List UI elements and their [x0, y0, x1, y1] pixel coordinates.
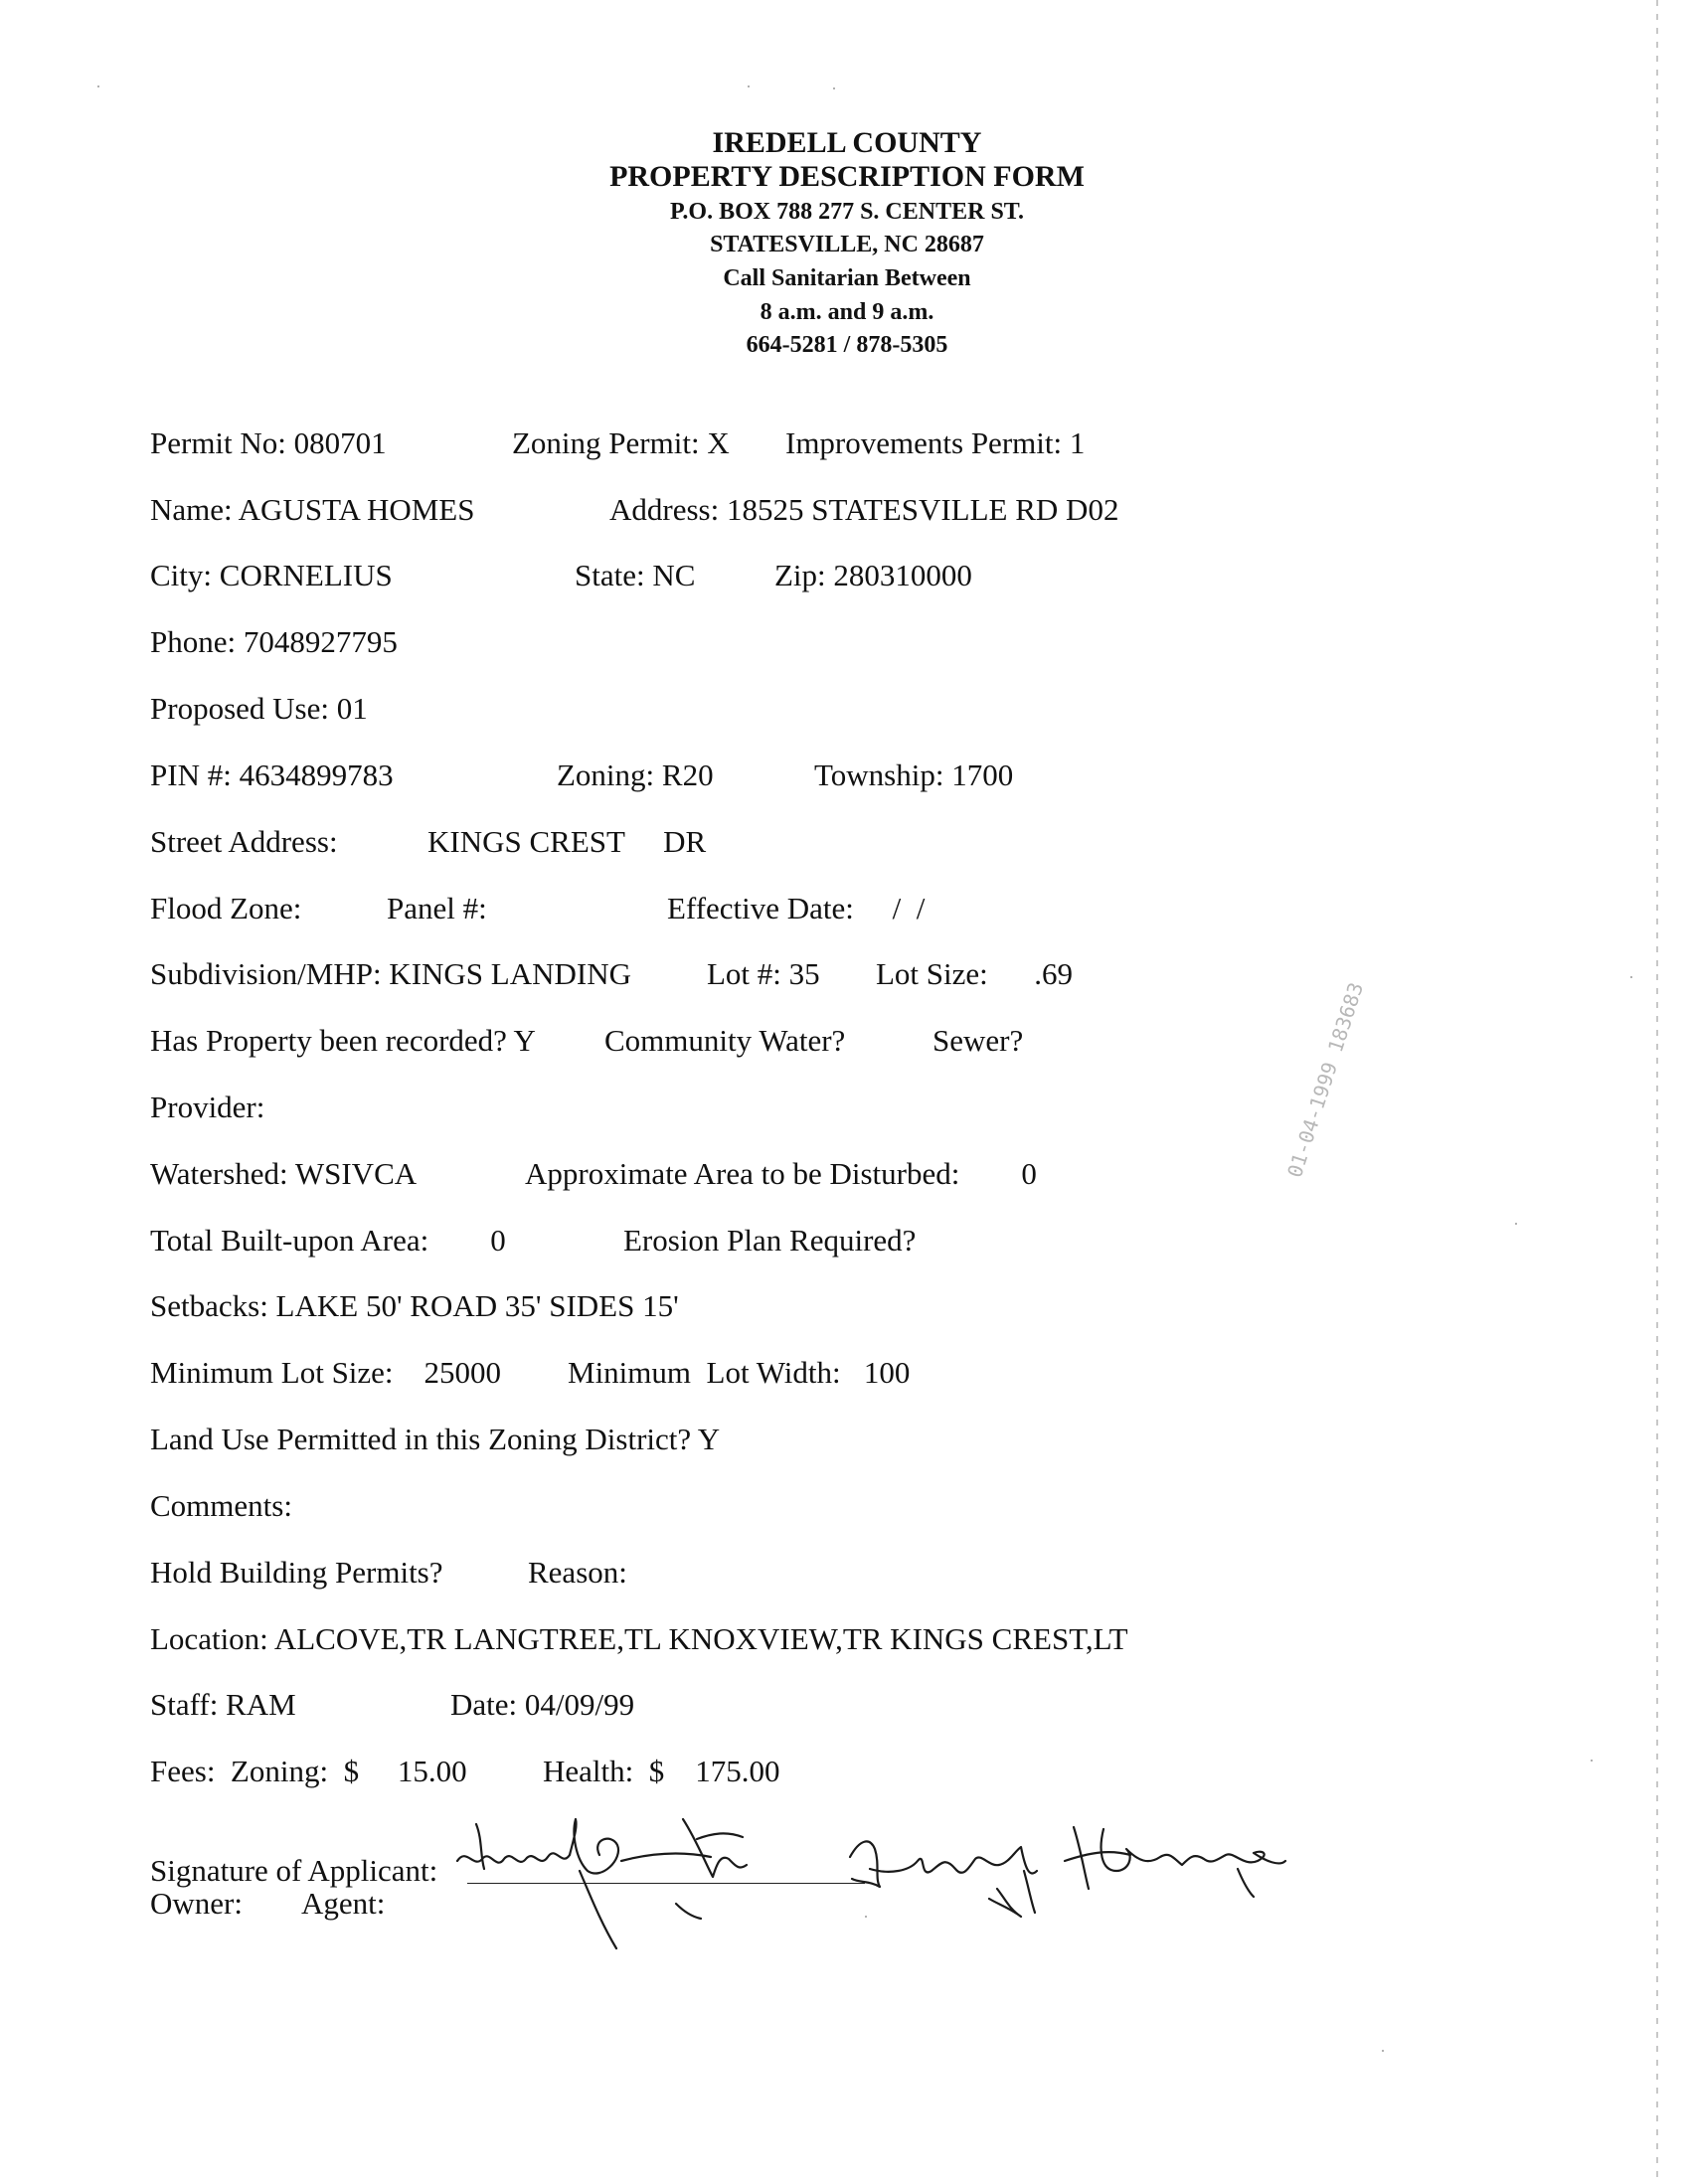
fees-zoning: Fees: Zoning: $ 15.00 [150, 1754, 467, 1788]
applicant-address: Address: 18525 STATESVILLE RD D02 [609, 492, 1119, 527]
improvements-permit: Improvements Permit: 1 [785, 425, 1086, 460]
handwritten-signature [452, 1809, 1327, 1958]
setbacks: Setbacks: LAKE 50' ROAD 35' SIDES 15' [150, 1288, 679, 1323]
panel-number: Panel #: [387, 891, 487, 925]
date: Date: 04/09/99 [450, 1687, 635, 1722]
scan-speck [1630, 976, 1632, 978]
area-disturbed: Approximate Area to be Disturbed: 0 [525, 1156, 1037, 1191]
built-upon-area: Total Built-upon Area: 0 [150, 1223, 506, 1258]
property-recorded: Has Property been recorded? Y [150, 1023, 536, 1058]
flood-zone: Flood Zone: [150, 891, 302, 925]
scan-speck [1382, 2050, 1384, 2052]
sewer: Sewer? [932, 1023, 1024, 1058]
erosion-plan: Erosion Plan Required? [623, 1223, 917, 1258]
applicant-state: State: NC [575, 558, 696, 592]
location: Location: ALCOVE,TR LANGTREE,TL KNOXVIEW,TR KINGS CREST,LT [150, 1621, 1128, 1656]
land-use-permitted: Land Use Permitted in this Zoning District? Y [150, 1422, 721, 1456]
zoning-permit: Zoning Permit: X [512, 425, 730, 460]
zoning: Zoning: R20 [557, 757, 714, 792]
subdivision: Subdivision/MHP: KINGS LANDING [150, 956, 631, 991]
office-address-line1: P.O. BOX 788 277 S. CENTER ST. [669, 199, 1025, 225]
street-address-value: KINGS CREST DR [427, 824, 707, 859]
scan-speck [1515, 1223, 1517, 1225]
applicant-zip: Zip: 280310000 [774, 558, 972, 592]
applicant-name: Name: AGUSTA HOMES [150, 492, 475, 527]
scan-speck [833, 87, 835, 89]
agent-label: Agent: [301, 1886, 386, 1921]
lot-number: Lot #: 35 [707, 956, 820, 991]
scan-speck [1591, 1760, 1593, 1762]
staff: Staff: RAM [150, 1687, 296, 1722]
fees-health: Health: $ 175.00 [543, 1754, 780, 1788]
scan-speck [97, 85, 99, 87]
scan-speck [748, 85, 750, 87]
lot-size: Lot Size: .69 [876, 956, 1074, 991]
minimum-lot-width: Minimum Lot Width: 100 [568, 1355, 911, 1390]
office-phones: 664-5281 / 878-5305 [746, 332, 948, 358]
office-address-line2: STATESVILLE, NC 28687 [710, 232, 984, 257]
township: Township: 1700 [814, 757, 1014, 792]
provider: Provider: [150, 1090, 265, 1124]
call-sanitarian-line1: Call Sanitarian Between [723, 265, 971, 291]
applicant-phone: Phone: 7048927795 [150, 624, 398, 659]
hold-reason: Reason: [528, 1555, 627, 1590]
minimum-lot-size: Minimum Lot Size: 25000 [150, 1355, 502, 1390]
call-sanitarian-line2: 8 a.m. and 9 a.m. [760, 299, 934, 325]
hold-building-permits: Hold Building Permits? [150, 1555, 443, 1590]
permit-no: Permit No: 080701 [150, 425, 387, 460]
date-stamp: 01-04-1999 183683 [1282, 979, 1369, 1181]
signature-label: Signature of Applicant: [150, 1853, 438, 1888]
effective-date: Effective Date: / / [667, 891, 926, 925]
proposed-use: Proposed Use: 01 [150, 691, 368, 726]
comments: Comments: [150, 1488, 292, 1523]
community-water: Community Water? [604, 1023, 846, 1058]
form-title: PROPERTY DESCRIPTION FORM [609, 160, 1085, 193]
applicant-city: City: CORNELIUS [150, 558, 393, 592]
county-title: IREDELL COUNTY [712, 126, 982, 159]
owner-label: Owner: [150, 1886, 243, 1921]
street-address-label: Street Address: [150, 824, 338, 859]
scan-edge-line [1656, 0, 1658, 2184]
watershed: Watershed: WSIVCA [150, 1156, 418, 1191]
scan-speck [865, 1916, 867, 1918]
pin-number: PIN #: 4634899783 [150, 757, 394, 792]
